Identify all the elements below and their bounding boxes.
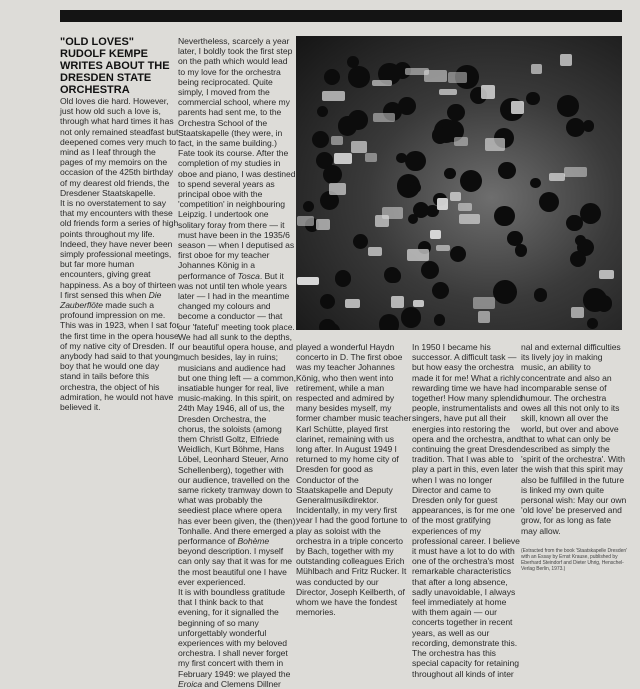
musician-silhouette bbox=[432, 127, 448, 143]
music-sheet bbox=[329, 183, 345, 196]
music-sheet bbox=[365, 153, 376, 162]
musician-silhouette bbox=[596, 295, 612, 311]
header-bar bbox=[60, 10, 622, 22]
musician-silhouette bbox=[570, 251, 586, 267]
musician-silhouette bbox=[515, 244, 527, 256]
musician-silhouette bbox=[413, 202, 429, 218]
musician-silhouette bbox=[421, 261, 439, 279]
musician-silhouette bbox=[539, 192, 560, 213]
music-sheet bbox=[297, 277, 319, 284]
music-sheet bbox=[531, 64, 542, 74]
musician-silhouette bbox=[566, 118, 585, 137]
musician-silhouette bbox=[557, 95, 579, 117]
music-sheet bbox=[439, 89, 457, 95]
musician-silhouette bbox=[460, 170, 483, 193]
music-sheet bbox=[334, 153, 352, 164]
musician-silhouette bbox=[348, 66, 370, 88]
musician-silhouette bbox=[580, 203, 601, 224]
music-sheet bbox=[571, 307, 584, 318]
paragraph: Nevertheless, scarcely a year later, I boldly took the first step on the path which would lead to my love for the orchestra being reciprocated. Quite simply, I moved from the commercial school, where my parents had sent me, to the Orchestra School of the Staatskapelle (they were, in fact, in the same building.) Fate took its course. After the completion of my studies in oboe and piano, I was destined to spend several years as principal oboe with the 'competition' in neighbouring Leipzig. I undertook one solitary foray from there — it must have been in the 1935/6 season — when I deputised as first oboe for my teacher Johannes König in a performance of Tosca. But it was not until ten whole years later — I had in the meantime changed my colours and become a conductor — that our 'fateful' meeting took place. We had all sunk to the depths, our beautiful opera house, and much besides, lay in ruins; musicians and audience had but one thing left — a common, insatiable hunger for real, live music-making. In this spirit, on 24th May 1946, all of us, the Dresden Orchestra, the chorus, the soloists (among them Christl Goltz, Elfriede Weidlich, Kurt Böhme, Hans Löbel, Leonhard Steuer, Arno Schellenberg), together with our audience, travelled on the same rickety tramway down to what was probably the seediest place where opera has ever been given, the (then) Tonhalle. And there emerged a performance of Bohème beyond description. I myself can only say that it was for me the most beautiful one I have ever experienced. bbox=[178, 36, 296, 587]
music-sheet bbox=[459, 214, 479, 224]
source-note: (Extracted from the book 'Staatskapelle Dresden' with an Essay by Ernst Krause, published by Eberhard Steindorf and Dieter Uhrig, Henschel-Verlag Berlin, 1973.) bbox=[521, 547, 627, 572]
music-sheet bbox=[345, 299, 360, 308]
music-sheet bbox=[405, 68, 428, 75]
music-sheet bbox=[407, 249, 429, 260]
musician-silhouette bbox=[587, 318, 598, 329]
music-sheet bbox=[373, 113, 395, 122]
musician-silhouette bbox=[398, 97, 416, 115]
musician-silhouette bbox=[379, 314, 399, 330]
musician-silhouette bbox=[348, 110, 367, 129]
music-sheet bbox=[458, 203, 472, 211]
orchestra-photo bbox=[296, 36, 622, 330]
music-sheet bbox=[599, 270, 614, 279]
music-sheet bbox=[430, 230, 441, 238]
music-sheet bbox=[316, 219, 330, 230]
music-sheet bbox=[564, 167, 587, 177]
musician-silhouette bbox=[498, 162, 516, 180]
musician-silhouette bbox=[319, 319, 335, 330]
music-sheet bbox=[436, 245, 450, 251]
column-5 bbox=[521, 342, 627, 572]
music-sheet bbox=[450, 192, 461, 200]
musician-silhouette bbox=[434, 314, 446, 326]
musician-silhouette bbox=[303, 201, 314, 212]
music-sheet bbox=[368, 247, 382, 256]
musician-silhouette bbox=[405, 151, 426, 172]
paragraph: nal and external difficulties its lively joy in making music, an ability to concentrate and also an incomparable sense of humour. The orchestra owes all this not only to its skill, known all over the world, but over and above that to what can only be described as simply the 'spirit of the orchestra'. With the wish that this spirit may also be fulfilled in the future is linked my own quite personal wish: May our own 'old love' be preserved and grow, for as long as fate may allow. bbox=[521, 342, 627, 536]
column-2 bbox=[178, 36, 296, 689]
musician-silhouette bbox=[530, 178, 540, 188]
musician-silhouette bbox=[335, 270, 352, 287]
paragraph: In 1950 I became his successor. A difficult task — but how easy the orchestra made it for me! What a richly rewarding time we have had together! How many splendid people, instrumentalists and singers, have put all their energies into restoring the opera and the orchestra, and continuing the great Dresden tradition. That I was able to play a part in this, even later when I was no longer Director and came to Dresden only for guest appearances, is for me one of the most gratifying experiences of my professional career. I believe it must have a lot to do with one of the orchestra's most remarkable characteristics that after a long absence, sadly unavoidable, I always feel immediately at home with them again — our concerts together in recent years, as well as our recording, demonstrate this. The orchestra has this special capacity for retaining throughout all kinds of inter bbox=[412, 342, 522, 679]
music-sheet bbox=[331, 136, 343, 145]
column-1 bbox=[60, 36, 180, 412]
music-sheet bbox=[375, 215, 389, 227]
music-sheet bbox=[322, 91, 345, 102]
musician-silhouette bbox=[353, 234, 368, 249]
music-sheet bbox=[560, 54, 572, 66]
musician-silhouette bbox=[320, 294, 335, 309]
music-sheet bbox=[413, 300, 424, 307]
column-3 bbox=[296, 342, 412, 617]
article-title: "OLD LOVES" RUDOLF KEMPE WRITES ABOUT THE DRESDEN STATE ORCHESTRA bbox=[60, 36, 170, 96]
music-sheet bbox=[391, 296, 404, 308]
paragraph: Old loves die hard. However, just how old such a love is, through what hard times it has not only remained steadfast but deepened comes very much to mind as I leaf through the pages of my memoirs on the occasion of the 425th birthday of my dearest old friends, the Dresdener Staatskapelle. bbox=[60, 96, 179, 198]
musician-silhouette bbox=[526, 92, 539, 105]
musician-silhouette bbox=[534, 288, 548, 302]
musician-silhouette bbox=[388, 269, 401, 282]
paragraph: played a wonderful Haydn concerto in D. The first oboe was my teacher Johannes König, who then went into retirement, while a man respected and admired by many besides myself, my former chamber music teacher Karl Schütte, played first clarinet, remaining with us long after. In August 1949 I returned to my home city of Dresden for good as Conductor of the Staatskapelle and Deputy Generalmusikdirektor. Incidentally, in my very first year I had the good fortune to play as soloist with the orchestra in a triple concerto by Bach, together with my outstanding colleagues Erich Mühlbach and Fritz Rucker. It was conducted by our Director, Joseph Keilberth, of whom we have the fondest memories. bbox=[296, 342, 412, 618]
musician-silhouette bbox=[396, 153, 406, 163]
musician-silhouette bbox=[494, 206, 514, 226]
musician-silhouette bbox=[410, 182, 421, 193]
music-sheet bbox=[437, 198, 448, 210]
music-sheet bbox=[473, 297, 495, 309]
music-sheet bbox=[448, 72, 466, 83]
music-sheet bbox=[485, 138, 505, 152]
musician-silhouette bbox=[347, 56, 359, 68]
musician-silhouette bbox=[312, 131, 329, 148]
musician-silhouette bbox=[493, 280, 517, 304]
musician-silhouette bbox=[323, 165, 342, 184]
musician-silhouette bbox=[324, 69, 340, 85]
paragraph: It is no overstatement to say that my encounters with these old friends form a series of high points throughout my life. Indeed, they have never been simply professional meetings, but far more human encounters, giving great happiness. As a boy of thirteen I first sensed this when Die Zauberflöte made such a profound impression on me. This was in 1923, when I sat for the first time in the opera house of my native city of Dresden. If anybody had said to that young boy that he would one day stand in tails before this orchestra, the object of his admiration, he would not have believed it. bbox=[60, 198, 180, 413]
music-sheet bbox=[549, 173, 565, 181]
musician-silhouette bbox=[444, 168, 456, 180]
music-sheet bbox=[372, 80, 392, 86]
music-sheet bbox=[478, 311, 490, 323]
musician-silhouette bbox=[432, 282, 449, 299]
music-sheet bbox=[481, 85, 495, 99]
music-sheet bbox=[297, 216, 314, 226]
music-sheet bbox=[511, 101, 524, 113]
music-sheet bbox=[454, 137, 468, 146]
paragraph: It is with boundless gratitude that I think back to that evening, for it signalled the beginning of so many unforgettably wonderful experiences with my beloved orchestra. I shall never forget my first concert with them in February 1949: we played the Eroica and Clemens Dillner bbox=[178, 586, 291, 689]
musician-silhouette bbox=[317, 106, 328, 117]
musician-silhouette bbox=[401, 307, 421, 327]
musician-silhouette bbox=[450, 246, 466, 262]
column-4 bbox=[412, 342, 522, 679]
music-sheet bbox=[351, 141, 367, 154]
